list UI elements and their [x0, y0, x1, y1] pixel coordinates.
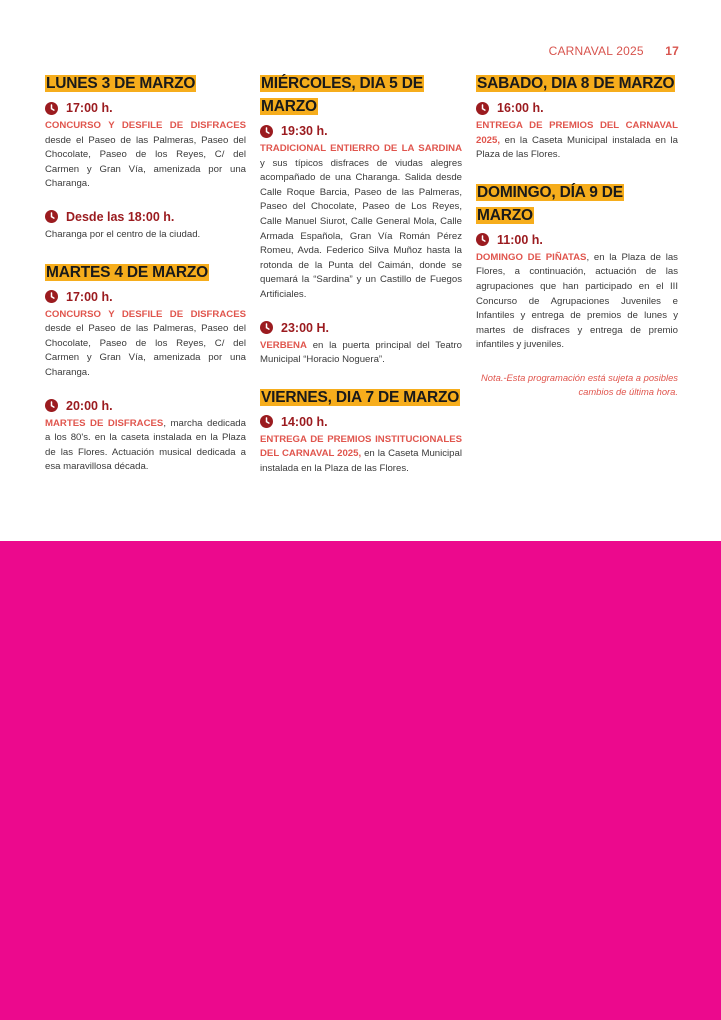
event-description [260, 433, 462, 477]
event-description: Charanga por el centro de la ciudad. [45, 228, 201, 240]
day-title: MARTES 4 DE MARZO [46, 263, 208, 281]
event-time: 17:00 h. [66, 101, 113, 115]
disclaimer-note: Nota.-Esta programación está sujeta a posibles cambios de última hora. [481, 371, 678, 397]
clock-icon [260, 125, 273, 138]
event-time: 17:00 h. [66, 289, 113, 304]
event-description [260, 142, 462, 303]
event-time: Desde las 18:00 h. [66, 209, 175, 224]
event-text: , en la Plaza de las Flores, a continuación, actuación de las agrupaciones que han participado en el III Concurso de Agrupaciones Juveniles e Infantiles y entrega de premios de lunes y martes de disfraces y entrega de premio infantiles y juveniles. [476, 251, 678, 351]
event-highlight: ENTREGA DE PREMIOS INSTITUCIONALES DEL CARNAVAL 2025, [260, 433, 462, 460]
event-description [45, 308, 246, 381]
event-time: 14:00 h. [281, 414, 328, 429]
day-block [476, 72, 678, 163]
event [45, 101, 246, 192]
day-title: SABADO, DIA 8 DE MARZO [477, 75, 675, 92]
event [476, 101, 678, 163]
day-title: DOMINGO, DÍA 9 DE MARZO [477, 183, 623, 224]
clock-icon [260, 415, 273, 428]
event-description [476, 251, 678, 353]
event-highlight: DOMINGO DE PIÑATAS [476, 251, 587, 263]
event-time: 20:00 h. [66, 398, 113, 413]
day-block [45, 261, 246, 475]
event [45, 210, 246, 243]
column-1 [45, 72, 246, 493]
event-text: y sus típicos disfraces de viudas alegres acompañado de una Charanga. Salida desde Calle Roque Barcia, Paseo de las Palmeras, Paseo del Chocolate, Paseo de Los Reyes, Calle Manuel Siurot, Calle General Mola, Calle Armada Española, Gran Vía Román Pérez Romeu, Avda. Federico Silva Muñoz hasta la rotonda de la Punta del Caimán, donde se quemará la “Sardina” y un Castillo de Fuegos Artificiales. [260, 157, 462, 300]
day-block [260, 386, 462, 477]
day-block [260, 72, 462, 368]
day-block [45, 72, 246, 243]
page-number: 17 [665, 44, 679, 58]
column-3 [476, 72, 678, 399]
event-description [260, 339, 462, 368]
event-highlight: ENTREGA DE PREMIOS DEL CARNAVAL 2025, [476, 120, 678, 146]
page-header [549, 44, 679, 58]
clock-icon [476, 233, 489, 246]
event-time: 11:00 h. [497, 232, 543, 247]
event [260, 124, 462, 303]
day-block [476, 181, 678, 353]
event [45, 290, 246, 381]
clock-icon [45, 399, 58, 412]
event-time: 16:00 h. [497, 101, 544, 115]
clock-icon [45, 210, 58, 223]
event [476, 233, 678, 353]
event-text: en la puerta principal del Teatro Municipal “Horacio Noguera”. [260, 339, 462, 366]
event-highlight: CONCURSO Y DESFILE DE DISFRACES [45, 308, 246, 320]
clock-icon [45, 290, 58, 303]
event-description [476, 119, 678, 163]
clock-icon [476, 102, 489, 115]
event-description [45, 417, 246, 475]
event-text: desde el Paseo de las Palmeras, Paseo del Chocolate, Paseo de los Reyes, C/ del Carmen y Gran Vía, amenizada por una Charanga. [45, 134, 246, 190]
event-highlight: MARTES DE DISFRACES [45, 417, 164, 429]
event-time: 19:30 h. [281, 124, 328, 138]
event-highlight: VERBENA [260, 339, 307, 351]
magenta-panel [0, 541, 721, 1020]
event-time: 23:00 H. [281, 320, 329, 335]
column-2 [260, 72, 462, 495]
event-highlight: TRADICIONAL ENTIERRO DE LA SARDINA [260, 143, 462, 154]
clock-icon [45, 102, 58, 115]
event-text: desde el Paseo de las Palmeras, Paseo del Chocolate, Paseo de los Reyes, C/ del Carmen y Gran Vía, amenizada por una Charanga. [45, 323, 246, 378]
event-text: , marcha dedicada a los 80's. en la caseta instalada en la Plaza de las Flores. Actuación musical dedicada a esa maravillosa década. [45, 417, 246, 473]
day-title: VIERNES, DIA 7 DE MARZO [261, 388, 460, 406]
event [260, 321, 462, 368]
clock-icon [260, 321, 273, 334]
event [260, 415, 462, 477]
event [45, 399, 246, 475]
day-title: LUNES 3 DE MARZO [46, 75, 196, 92]
section-title: CARNAVAL 2025 [548, 44, 644, 58]
event-highlight: CONCURSO Y DESFILE DE DISFRACES [45, 120, 246, 131]
event-text: en la Caseta Municipal instalada en la Plaza de las Flores. [476, 134, 678, 161]
event-text: en la Caseta Municipal instalada en la Plaza de las Flores. [260, 448, 462, 474]
day-title: MIÉRCOLES, DIA 5 DE MARZO [261, 75, 423, 115]
event-description [45, 119, 246, 192]
